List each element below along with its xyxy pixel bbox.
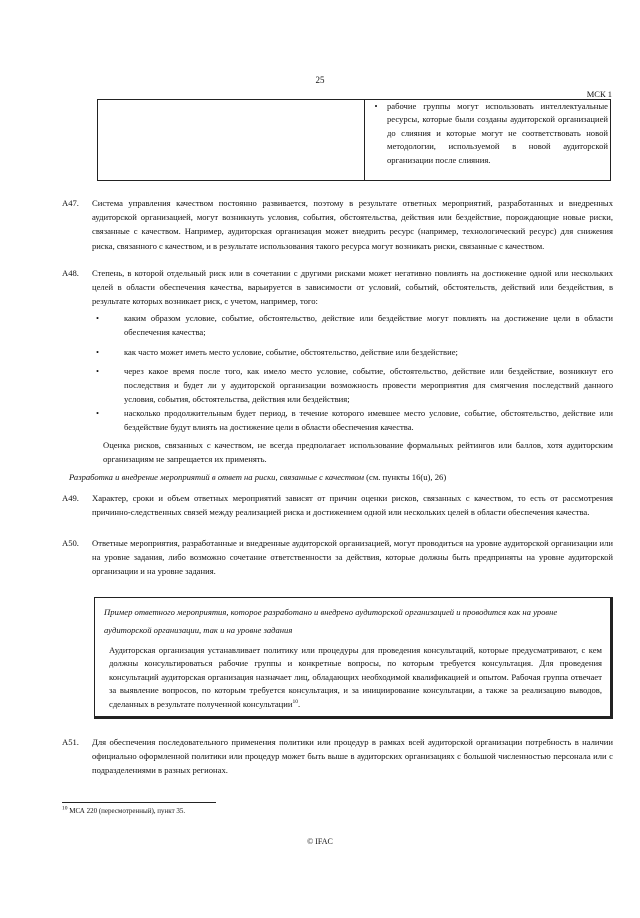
paragraph-text: Характер, сроки и объем ответных мероприятий зависят от причин оценки рисков, связанных с качеством, то есть от рассмотрения причинно-следственных связей между реализацией риска и достижением одной или нескольких целей в области обеспечения качества. (92, 493, 613, 518)
example-box (94, 597, 613, 719)
table-bullet-text: рабочие группы могут использовать интеллектуальные ресурсы, которые были созданы аудиторской организацией до слияния и которые могут не соответствовать новой методологии, используемой в новой аудиторской организации после слияния. (387, 101, 608, 165)
paragraph-a48 (62, 266, 613, 309)
continued-table (97, 99, 611, 181)
paragraph-text: Степень, в которой отдельный риск или в сочетании с другими рисками может негативно повлиять на достижение одной или нескольких целей в области обеспечения качества, варьируется в зависимости от условий, событий, обстоятельств, действий или бездействия, в результате которых возникает риск, с учетом, например, того: (92, 268, 613, 307)
list-item: • каким образом условие, событие, обстоятельство, действие или бездействие могут повлиять на достижение цели в области обеспечения качества; (92, 311, 613, 339)
paragraph-number: A47. (62, 198, 79, 208)
paragraph-number: A51. (62, 737, 79, 747)
list-item: • насколько продолжительным будет период, в течение которого имевшее место условие, событие, обстоятельство, действие или бездействие будут влиять на достижение цели в области обеспечения качества. (92, 406, 613, 434)
paragraph-a48-closing: Оценка рисков, связанных с качеством, не всегда предполагает использование формальных рейтингов или баллов, хотя аудиторским организациям не запрещается их применять. (103, 440, 613, 465)
paragraph-a47 (62, 196, 613, 253)
table-empty-cell (98, 100, 365, 181)
footer-copyright: © IFAC (307, 837, 333, 846)
paragraph-a49 (62, 491, 613, 519)
bullet-icon: • (374, 101, 378, 111)
page-number: 25 (315, 75, 325, 85)
paragraph-text: Ответные мероприятия, разработанные и внедренные аудиторской организацией, могут проводиться на уровне аудиторской организации или на уровне задания, либо возможно сочетание ответственности за действия, которые должны быть предприняты на уровне аудиторской организации и на уровне задания. (92, 538, 613, 577)
bullet-icon: • (96, 366, 100, 376)
paragraph-number: A50. (62, 538, 79, 548)
example-title: Пример ответного мероприятия, которое разработано и внедрено аудиторской организацией и проводится как на уровне аудиторской организации, так и на уровне задания (104, 607, 558, 635)
footnote: $^{10}$ МСА 220 (пересмотренный), пункт 35. (62, 805, 186, 815)
paragraph-text: Система управления качеством постоянно развивается, поэтому в результате ответных мероприятий, разработанных и внедренных аудиторской организацией, могут возникнуть условия, события, обстоятельства, действия или бездействие, порождающие новые риски, связанные с качеством. Например, аудиторская организация может внедрить ресурс (например, технологический ресурс) для снижения риска, связанного с качеством, и в результате использования такого ресурса могут возникать риски, связанные с качеством. (92, 198, 613, 251)
table-cell (365, 100, 611, 181)
example-body: Аудиторская организация устанавливает политику или процедуры для проведения консультаций, которые предусматривают, с кем должны консультироваться рабочие группы и конкретные вопросы, по которым требуется консультация. Для проведения консультаций аудиторская организация назначает лиц, обладающих необходимой квалификацией и опытом. Рабочая группа отвечает за выявление вопросов, по которым требуется консультация, и за инициирование консультации, а также за реализацию выводов, сделанных в результате полученной консультации$^{10}$. (109, 645, 602, 709)
standard-code: МСК 1 (586, 89, 612, 99)
bullet-icon: • (96, 313, 100, 323)
section-heading: Разработка и внедрение мероприятий в ответ на риски, связанные с качеством (см. пункты 16(u), 26) (69, 472, 447, 482)
paragraph-a51 (62, 735, 613, 778)
footnote-divider (62, 802, 216, 803)
paragraph-number: A48. (62, 268, 79, 278)
paragraph-a50 (62, 536, 613, 579)
bullet-icon: • (96, 408, 100, 418)
bullet-icon: • (96, 347, 100, 357)
paragraph-text: Для обеспечения последовательного применения политики или процедур в рамках всей аудиторской организации потребность в наличии официально оформленной политики или процедур может быть выше в аудиторских организациях с большой численностью персонала или с подразделениями в разных регионах. (92, 737, 613, 776)
list-item: • через какое время после того, как имело место условие, событие, обстоятельство, действие или бездействие, возникнут его последствия и будет ли у аудиторской организации возможность провести мероприятия для смягчения последствий данного условия, события, обстоятельства, действия или бездействия; (92, 364, 613, 407)
footnote-ref[interactable]: 10 (292, 698, 298, 705)
paragraph-number: A49. (62, 493, 79, 503)
list-item: • как часто может иметь место условие, событие, обстоятельство, действие или бездействие; (92, 345, 613, 359)
